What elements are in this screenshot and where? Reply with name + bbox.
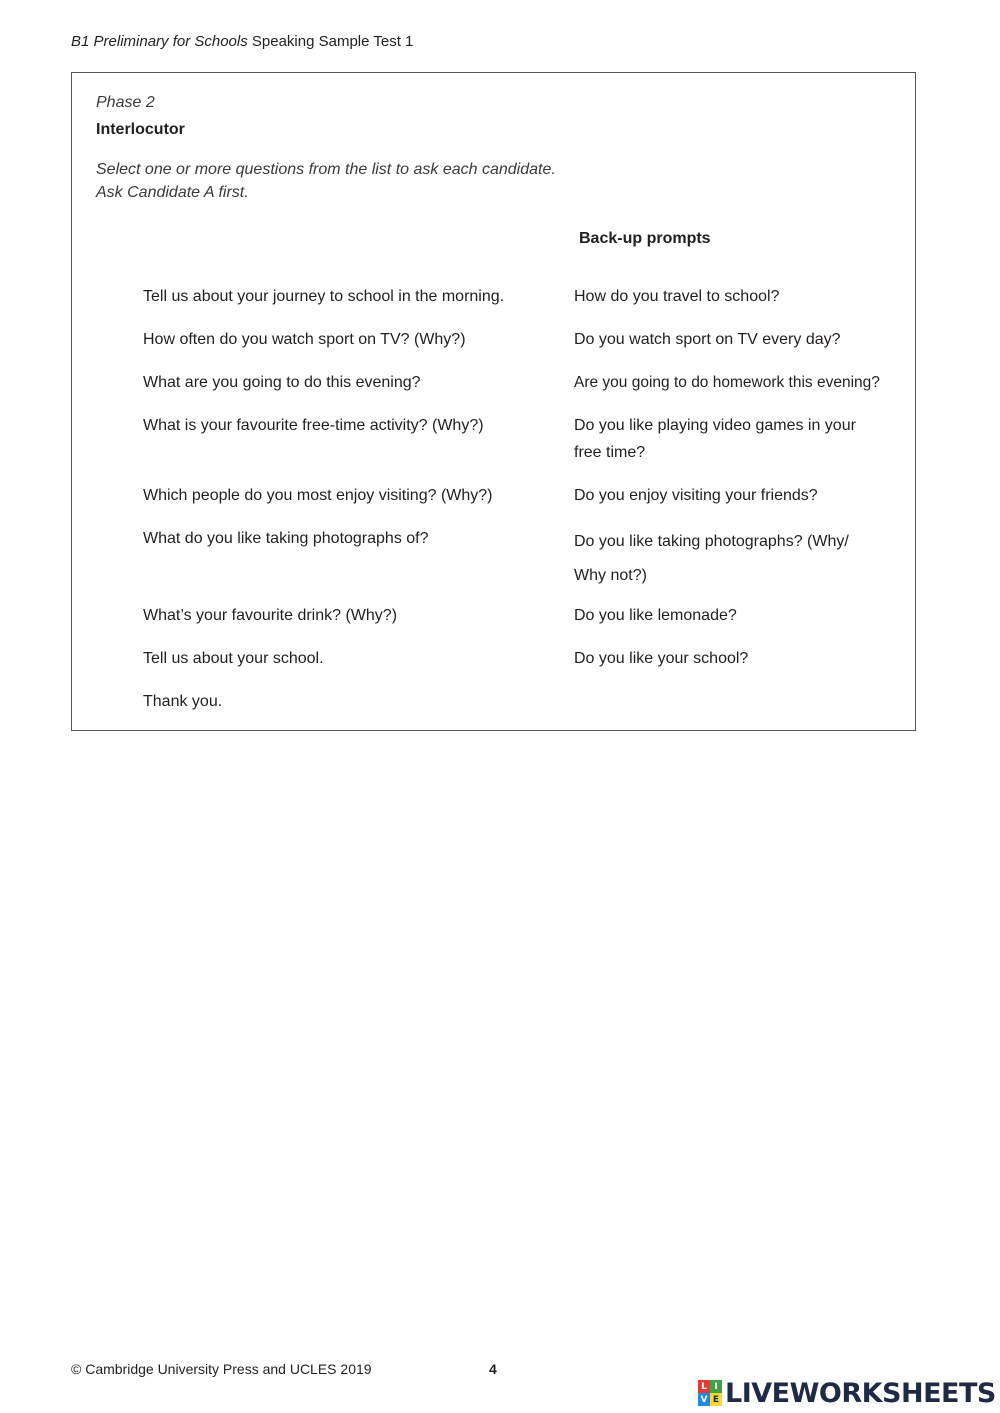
question-text: What do you like taking photographs of? xyxy=(143,530,429,547)
phase-box xyxy=(71,72,916,731)
backup-prompt-text: Do you like playing video games in your free time? xyxy=(574,417,856,461)
question-text: Which people do you most enjoy visiting? (Why?) xyxy=(143,487,493,504)
logo-mark-letter: V xyxy=(698,1393,710,1406)
instruction-line: Select one or more questions from the list to ask each candidate. xyxy=(96,161,556,178)
header-title-rest: Speaking Sample Test 1 xyxy=(247,33,414,50)
logo-mark-letter: E xyxy=(710,1393,722,1406)
closing-text: Thank you. xyxy=(143,693,223,710)
copyright-notice: © Cambridge University Press and UCLES 2019 xyxy=(71,1361,372,1377)
header-title-italic: B1 Preliminary for Schools xyxy=(71,33,248,50)
backup-prompt-text: Do you like lemonade? xyxy=(574,607,737,624)
backup-prompt-text: Do you like taking photographs? (Why/ Why not?) xyxy=(574,533,849,584)
backup-prompt-text: Do you like your school? xyxy=(574,650,749,667)
logo-mark-letter: I xyxy=(710,1380,722,1393)
backup-prompts-heading: Back-up prompts xyxy=(579,230,711,247)
backup-prompt-text: Are you going to do homework this evening? xyxy=(574,374,880,391)
question-text: What is your favourite free-time activity? (Why?) xyxy=(143,417,484,434)
question-text: Tell us about your school. xyxy=(143,650,324,667)
page-number: 4 xyxy=(489,1361,497,1377)
logo-mark-letter: L xyxy=(698,1380,710,1393)
liveworksheets-logo[interactable] xyxy=(698,1376,996,1410)
logo-mark-icon xyxy=(698,1380,722,1406)
question-text: What’s your favourite drink? (Why?) xyxy=(143,607,398,624)
phase-label: Phase 2 xyxy=(96,94,155,111)
role-label: Interlocutor xyxy=(96,121,185,138)
instruction-line: Ask Candidate A first. xyxy=(96,184,249,201)
logo-text: LIVEWORKSHEETS xyxy=(725,1377,996,1409)
instructions xyxy=(96,158,556,204)
document-header xyxy=(71,33,413,50)
backup-prompt-text: Do you enjoy visiting your friends? xyxy=(574,487,818,504)
question-text: What are you going to do this evening? xyxy=(143,374,421,391)
question-text: How often do you watch sport on TV? (Why?) xyxy=(143,331,466,348)
backup-prompt-text: How do you travel to school? xyxy=(574,288,780,305)
backup-prompt-text: Do you watch sport on TV every day? xyxy=(574,331,841,348)
question-text: Tell us about your journey to school in the morning. xyxy=(143,288,505,305)
